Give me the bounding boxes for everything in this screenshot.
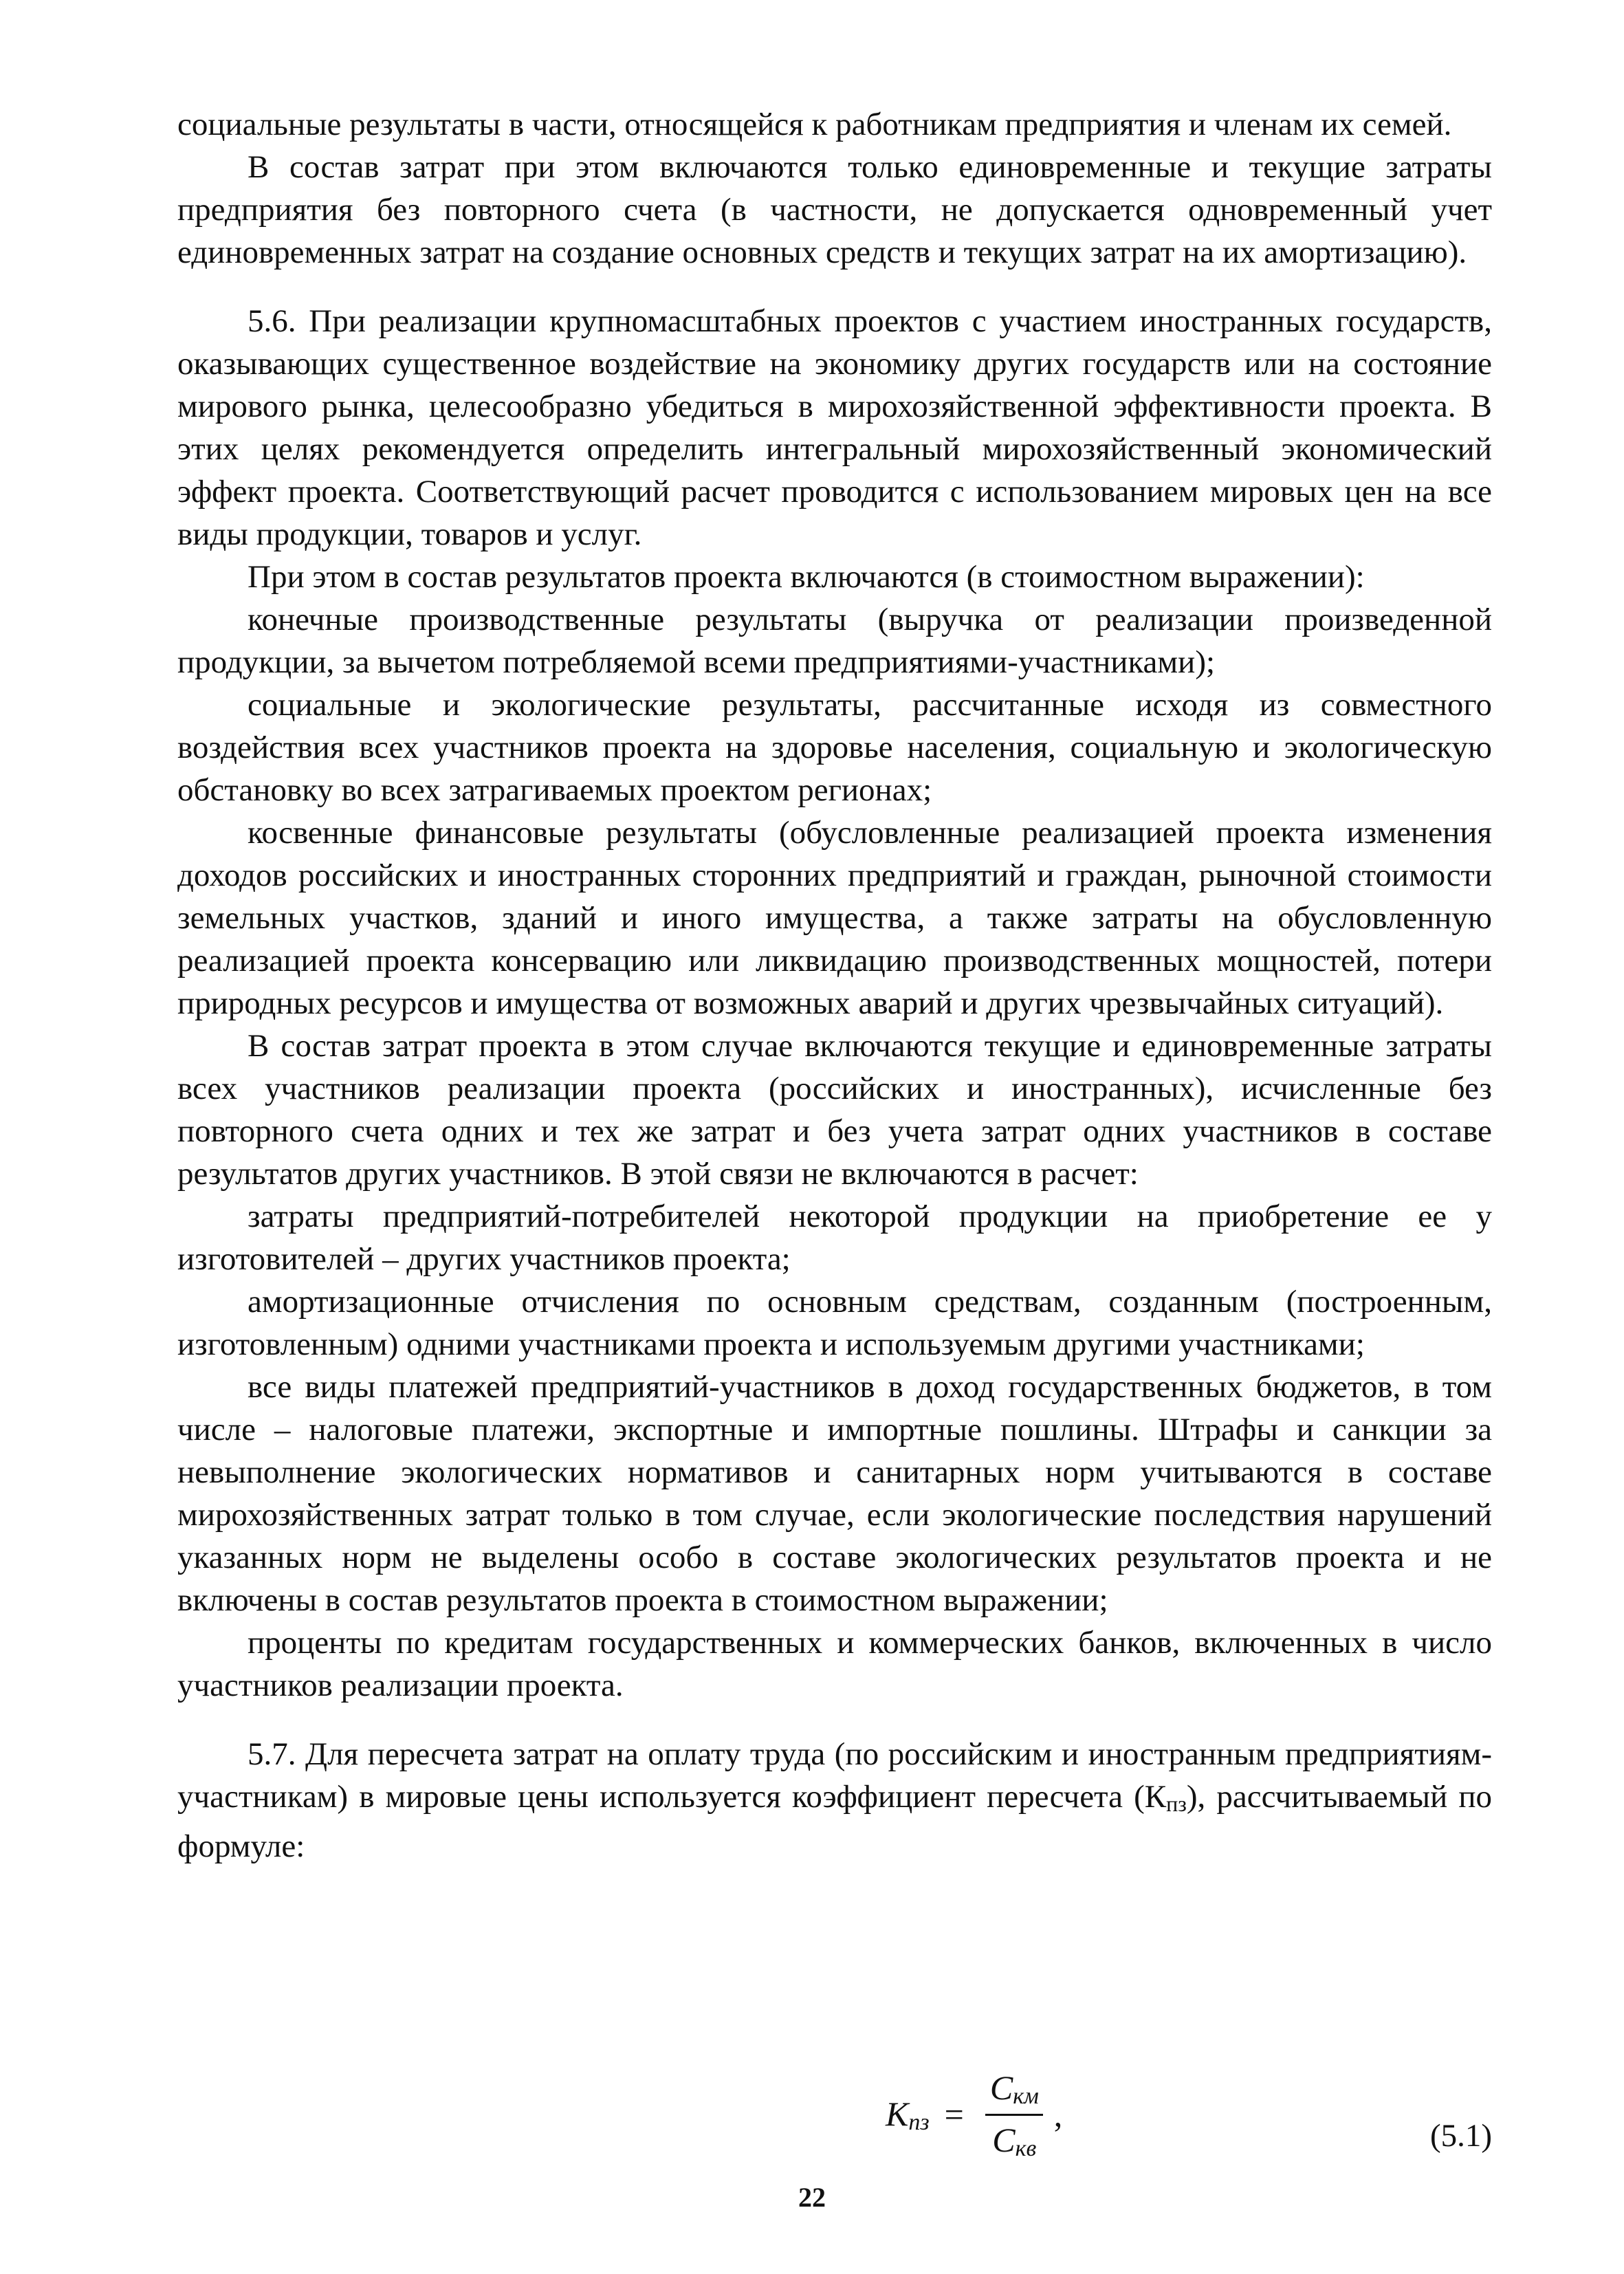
formula-lhs-subscript: пз xyxy=(908,2109,930,2135)
formula-fraction xyxy=(983,2068,1046,2162)
paragraph-text-after: ), рассчитываемый по формуле: xyxy=(177,1779,1492,1864)
paragraph: конечные производственные результаты (выручка от реализации произведенной продукции, за вычетом потребляемой всеми предприятиями-участниками); xyxy=(177,602,1492,680)
equation-number: (5.1) xyxy=(1429,2118,1492,2154)
formula xyxy=(886,2053,1062,2176)
paragraph: социальные результаты в части, относящейся к работникам предприятия и членам их семей. xyxy=(177,107,1452,142)
formula-lhs-symbol: K xyxy=(886,2094,909,2133)
paragraph-text-before: 5.7. Для пересчета затрат на оплату труда (по российским и иностранным предприятиям-участникам) в мировые цены используется коэффициент пересчета (К xyxy=(177,1736,1492,1815)
formula-denominator xyxy=(985,2114,1043,2162)
denominator-subscript: кв xyxy=(1015,2135,1037,2161)
page-number: 22 xyxy=(798,2182,826,2213)
formula-comma: , xyxy=(1053,2095,1063,2134)
paragraph-coefficient xyxy=(177,1733,1492,1868)
numerator-symbol: C xyxy=(989,2068,1013,2107)
paragraph: косвенные финансовые результаты (обусловленные реализацией проекта изменения доходов российских и иностранных сторонних предприятий и граждан, рыночной стоимости земельных участков, зданий и иного имущества, а также затраты на обусловленную реализацией проекта консервацию или ликвидацию производственных мощностей, потери природных ресурсов и имущества от возможных аварий и других чрезвычайных ситуаций). xyxy=(177,815,1492,1021)
paragraph: социальные и экологические результаты, рассчитанные исходя из совместного воздействия всех участников проекта на здоровье населения, социальную и экологическую обстановку во всех затрагиваемых проектом регионах; xyxy=(177,687,1492,808)
paragraph: При этом в состав результатов проекта включаются (в стоимостном выражении): xyxy=(248,559,1365,595)
body-text xyxy=(177,103,1492,1868)
paragraph: проценты по кредитам государственных и коммерческих банков, включенных в число участников реализации проекта. xyxy=(177,1625,1492,1703)
formula-equals: = xyxy=(944,2095,964,2134)
formula-lhs xyxy=(886,2094,930,2136)
paragraph: В состав затрат проекта в этом случае включаются текущие и единовременные затраты всех участников реализации проекта (российских и иностранных), исчисленные без повторного счета одних и тех же затрат и без учета затрат одних участников в составе результатов других участников. В этой связи не включаются в расчет: xyxy=(177,1028,1492,1192)
coefficient-subscript: пз xyxy=(1166,1791,1187,1816)
formula-block xyxy=(177,2053,1492,2176)
denominator-symbol: C xyxy=(992,2120,1016,2159)
paragraph: В состав затрат при этом включаются только единовременные и текущие затраты предприятия без повторного счета (в частности, не допускается одновременный учет единовременных затрат на создание основных средств и текущих затрат на их амортизацию). xyxy=(177,149,1492,270)
paragraph: затраты предприятий-потребителей некоторой продукции на приобретение ее у изготовителей – других участников проекта; xyxy=(177,1199,1492,1277)
paragraph: 5.6. При реализации крупномасштабных проектов с участием иностранных государств, оказывающих существенное воздействие на экономику других государств или на состояние мирового рынка, целесообразно убедиться в мирохозяйственной эффективности проекта. В этих целях рекомендуется определить интегральный мирохозяйственный экономический эффект проекта. Соответствующий расчет проводится с использованием мировых цен на все виды продукции, товаров и услуг. xyxy=(177,303,1492,552)
paragraph: все виды платежей предприятий-участников в доход государственных бюджетов, в том числе – налоговые платежи, экспортные и импортные пошлины. Штрафы и санкции за невыполнение экологических нормативов и санитарных норм учитываются в составе мирохозяйственных затрат только в том случае, если экологические последствия нарушений указанных норм не выделены особо в составе экологических результатов проекта и не включены в состав результатов проекта в стоимостном выражении; xyxy=(177,1369,1492,1618)
numerator-subscript: км xyxy=(1013,2083,1039,2109)
formula-numerator xyxy=(983,2068,1046,2114)
paragraph: амортизационные отчисления по основным средствам, созданным (построенным, изготовленным) одними участниками проекта и используемым другими участниками; xyxy=(177,1284,1492,1362)
